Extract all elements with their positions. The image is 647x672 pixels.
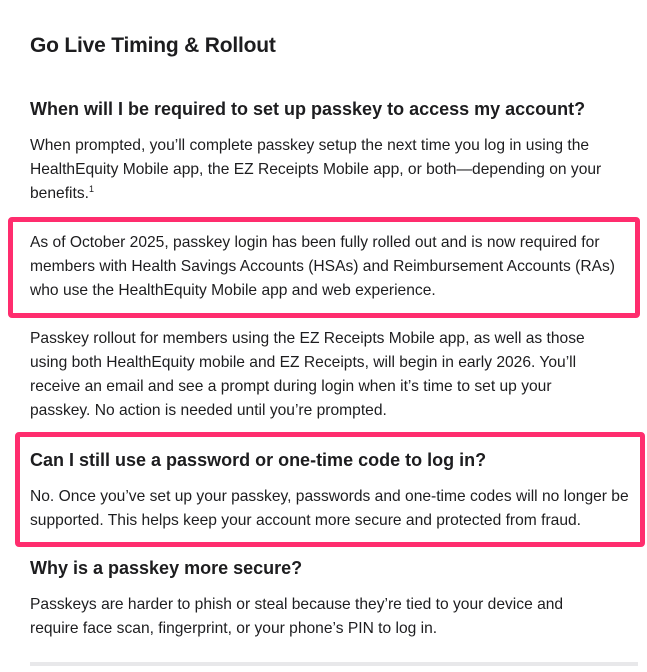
faq-question-passkey-security: Why is a passkey more secure? bbox=[30, 558, 303, 578]
highlight-box-password-faq bbox=[15, 432, 645, 547]
highlight-box-rollout bbox=[8, 217, 640, 318]
faq-question-password-login: Can I still use a password or one-time code to log in? bbox=[30, 450, 487, 470]
faq-question-passkey-required: When will I be required to set up passkey to access my account? bbox=[30, 99, 586, 119]
faq-answer-password-login: No. Once you’ve set up your passkey, passwords and one-time codes will no longer be supported. This helps keep your account more secure and protected from fraud. bbox=[30, 488, 629, 529]
footnote-marker[interactable]: 1 bbox=[88, 183, 94, 194]
faq-answer-text: When prompted, you’ll complete passkey setup the next time you log in using the HealthEquity Mobile app, the EZ Receipts Mobile app, or both—depending on your benefits. bbox=[30, 137, 602, 202]
rollout-status-text: As of October 2025, passkey login has been fully rolled out and is now required for members with Health Savings Accounts (HSAs) and Reimbursement Accounts (RAs) who use the HealthEquity Mobile app and web experience. bbox=[30, 234, 615, 299]
rollout-schedule-text: Passkey rollout for members using the EZ Receipts Mobile app, as well as those using both HealthEquity mobile and EZ Receipts, will begin in early 2026. You’ll receive an email and see a prompt during login when it’s time to set up your passkey. No action is needed until you’re prompted. bbox=[30, 330, 585, 419]
faq-answer-passkey-required bbox=[30, 134, 630, 206]
section-title: Go Live Timing & Rollout bbox=[30, 34, 276, 57]
section-divider bbox=[30, 662, 638, 666]
faq-answer-passkey-security: Passkeys are harder to phish or steal because they’re tied to your device and require face scan, fingerprint, or your phone’s PIN to log in. bbox=[30, 596, 564, 637]
